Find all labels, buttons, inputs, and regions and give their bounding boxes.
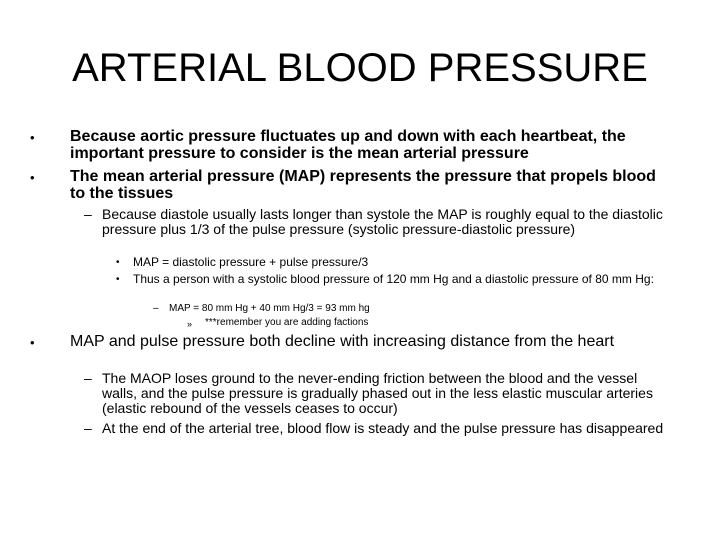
bullet-dot: • bbox=[116, 257, 120, 268]
bullet-3-sub-1-text: The MAOP loses ground to the never-ending friction between the blood and the vessel walls, and the pulse pressure is gradually phased out in the less elastic muscular arteries (elastic rebound of the vessels ceases to occur) bbox=[102, 370, 653, 416]
raquo-marker: » bbox=[187, 319, 193, 329]
note-line-text: ***remember you are adding factions bbox=[205, 317, 369, 328]
bullet-2-sub-1-text: Because diastole usually lasts longer than systole the MAP is roughly equal to the diastolic pressure plus 1/3 of the pulse pressure (systolic pressure-diastolic pressure) bbox=[102, 206, 663, 237]
dash-marker: – bbox=[84, 420, 92, 436]
dash-marker: – bbox=[84, 206, 92, 222]
dash-marker: – bbox=[84, 370, 92, 386]
bullet-dot: • bbox=[30, 170, 35, 185]
bullet-dot: • bbox=[30, 335, 35, 350]
calc-line-text: MAP = 80 mm Hg + 40 mm Hg/3 = 93 mm hg bbox=[169, 303, 370, 314]
bullet-2-sub-1-b-text: Thus a person with a systolic blood pressure of 120 mm Hg and a diastolic pressure of 80 mm Hg: bbox=[133, 272, 654, 286]
bullet-1-plain: Because aortic pressure fluctuates up and down with each heartbeat, the important pressure to consider is the bbox=[70, 128, 626, 162]
bullet-2-sub-1-a-text: MAP = diastolic pressure + pulse pressure/3 bbox=[133, 255, 369, 269]
bullet-2-text bbox=[70, 168, 670, 202]
bullet-2-emphasis: The mean arterial pressure (MAP) bbox=[70, 168, 326, 185]
bullet-2-plain: represents the pressure that propels blood to the tissues bbox=[70, 168, 656, 202]
bullet-3-sub-2-text: At the end of the arterial tree, blood flow is steady and the pulse pressure has disappeared bbox=[102, 420, 664, 436]
bullet-dot: • bbox=[116, 274, 120, 285]
bullet-3-text: MAP and pulse pressure both decline with increasing distance from the heart bbox=[70, 333, 615, 350]
dash-marker: – bbox=[153, 303, 159, 314]
bullet-1-emphasis: mean arterial pressure bbox=[357, 145, 529, 162]
slide-title: ARTERIAL BLOOD PRESSURE bbox=[72, 46, 648, 90]
bullet-dot: • bbox=[30, 130, 35, 145]
bullet-1-text bbox=[70, 128, 670, 162]
